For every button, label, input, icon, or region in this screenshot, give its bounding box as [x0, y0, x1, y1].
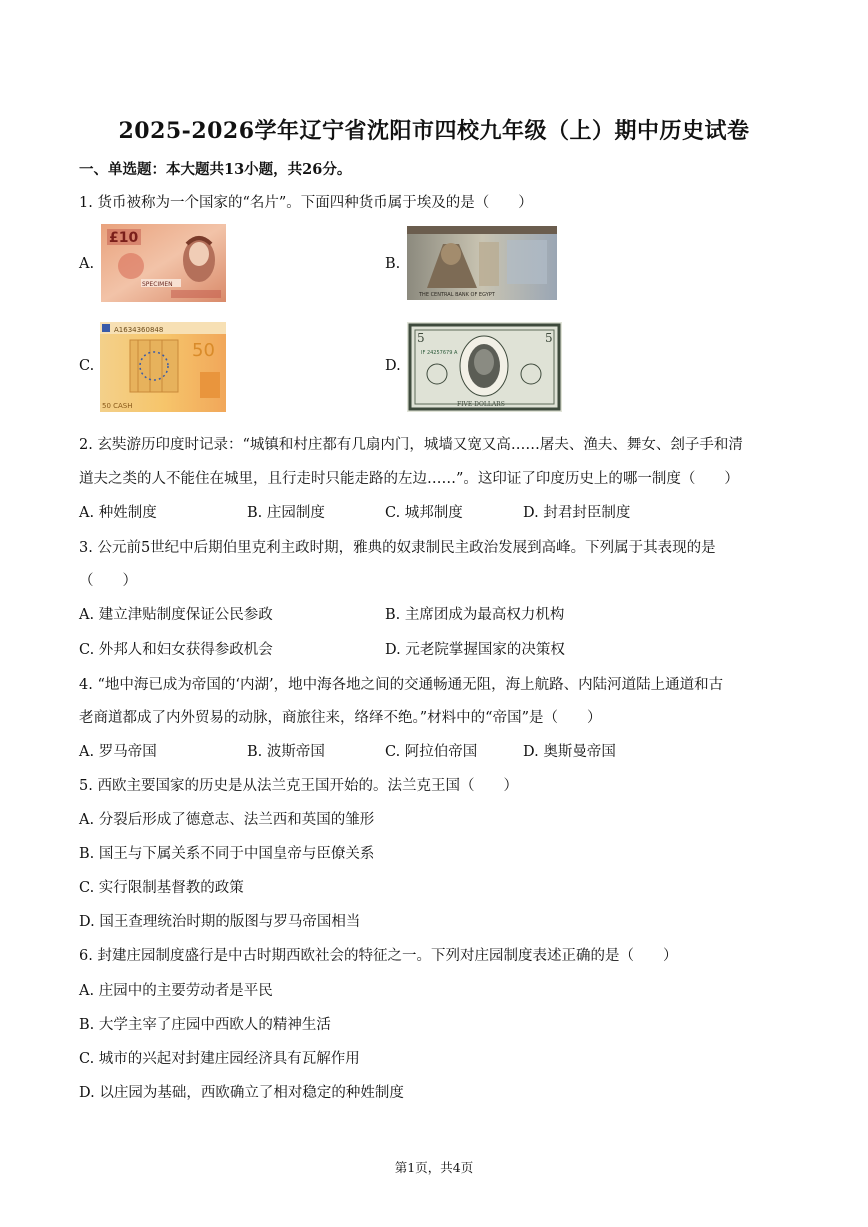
q2-option-d[interactable]: D. 封君封臣制度	[523, 505, 631, 521]
q1-option-a-label: A.	[79, 256, 95, 272]
question-4-stem-line2: 老商道都成了内外贸易的动脉，商旅往来，络绎不绝。”材料中的“帝国”是（ ）	[79, 710, 602, 726]
question-5-stem: 5. 西欧主要国家的历史是从法兰克王国开始的。法兰克王国（ ）	[79, 778, 518, 794]
question-3-stem-line2: （ ）	[79, 573, 137, 589]
uk-note-specimen: SPECIMEN	[142, 281, 173, 288]
q4-option-d[interactable]: D. 奥斯曼帝国	[523, 744, 616, 760]
q4-option-c[interactable]: C. 阿拉伯帝国	[385, 744, 478, 760]
q1-option-b-label: B.	[385, 256, 401, 272]
q3-option-d[interactable]: D. 元老院掌握国家的决策权	[385, 642, 565, 658]
dollar-note-denomination: 5	[417, 331, 425, 345]
dollar-note-serial: IF 24257679 A	[421, 350, 458, 356]
us-dollar-banknote-image	[407, 322, 562, 412]
uk-banknote-image	[101, 224, 226, 302]
q5-option-c[interactable]: C. 实行限制基督教的政策	[79, 880, 244, 896]
q3-option-a[interactable]: A. 建立津贴制度保证公民参政	[79, 607, 273, 623]
q4-option-a[interactable]: A. 罗马帝国	[79, 744, 157, 760]
q2-option-a[interactable]: A. 种姓制度	[79, 505, 157, 521]
q2-option-b[interactable]: B. 庄园制度	[247, 505, 325, 521]
q2-option-c[interactable]: C. 城邦制度	[385, 505, 463, 521]
q1-option-d-label: D.	[385, 358, 401, 374]
q6-option-b[interactable]: B. 大学主宰了庄园中西欧人的精神生活	[79, 1017, 331, 1033]
svg-text:5: 5	[545, 331, 553, 345]
q1-option-c-label: C.	[79, 358, 95, 374]
egypt-note-text: THE CENTRAL BANK OF EGYPT	[419, 292, 495, 298]
question-4-stem-line1: 4. “地中海已成为帝国的‘内湖’，地中海各地之间的交通畅通无阻，海上航路、内陆河道陆上通道和古	[79, 677, 724, 693]
q3-option-b[interactable]: B. 主席团成为最高权力机构	[385, 607, 565, 623]
uk-note-denomination: £10	[109, 230, 139, 246]
euro-note-serial: A1634360848	[114, 326, 164, 334]
q4-option-b[interactable]: B. 波斯帝国	[247, 744, 325, 760]
euro-banknote-image	[100, 322, 226, 412]
egypt-banknote-image	[407, 226, 557, 300]
question-6-stem: 6. 封建庄园制度盛行是中古时期西欧社会的特征之一。下列对庄园制度表述正确的是（ ）	[79, 948, 678, 964]
q5-option-b[interactable]: B. 国王与下属关系不同于中国皇帝与臣僚关系	[79, 846, 375, 862]
euro-note-denomination: 50	[192, 340, 215, 361]
question-3-stem-line1: 3. 公元前5世纪中后期伯里克利主政时期，雅典的奴隶制民主政治发展到高峰。下列属于其表现的是	[79, 540, 716, 556]
section-heading: 一、单选题：本大题共13小题，共26分。	[79, 161, 352, 178]
q5-option-d[interactable]: D. 国王查理统治时期的版图与罗马帝国相当	[79, 914, 361, 930]
question-2-stem-line2: 道夫之类的人不能住在城里，且行走时只能走路的左边……”。这印证了印度历史上的哪一制度（ ）	[79, 471, 739, 487]
q3-option-c[interactable]: C. 外邦人和妇女获得参政机会	[79, 642, 273, 658]
euro-note-cash: 50 CASH	[102, 402, 133, 410]
dollar-note-bottom-text: FIVE DOLLARS	[457, 401, 505, 408]
question-1-stem: 1. 货币被称为一个国家的“名片”。下面四种货币属于埃及的是（ ）	[79, 195, 533, 211]
q5-option-a[interactable]: A. 分裂后形成了德意志、法兰西和英国的雏形	[79, 812, 375, 828]
question-2-stem-line1: 2. 玄奘游历印度时记录：“城镇和村庄都有几扇内门，城墙又宽又高……屠夫、渔夫、舞女、刽子手和清	[79, 437, 743, 453]
page-footer: 第1页，共4页	[394, 1160, 474, 1175]
q6-option-d[interactable]: D. 以庄园为基础，西欧确立了相对稳定的种姓制度	[79, 1085, 404, 1101]
exam-title: 2025-2026学年辽宁省沈阳市四校九年级（上）期中历史试卷	[118, 118, 750, 144]
q6-option-c[interactable]: C. 城市的兴起对封建庄园经济具有瓦解作用	[79, 1051, 360, 1067]
q6-option-a[interactable]: A. 庄园中的主要劳动者是平民	[79, 983, 273, 999]
